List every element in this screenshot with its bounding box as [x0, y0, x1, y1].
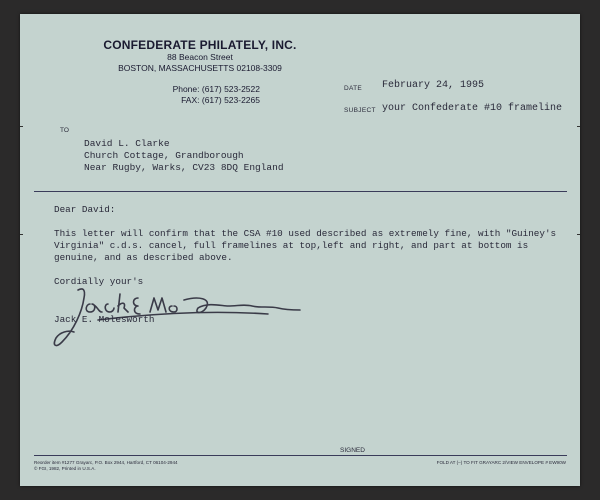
- copyright-line: © FGI, 1982, Printed in U.S.A.: [34, 466, 96, 471]
- subject-value: your Confederate #10 frameline: [382, 103, 563, 114]
- fold-tick: [577, 126, 580, 127]
- fold-tick: [20, 126, 23, 127]
- signed-line: [34, 455, 567, 456]
- company-fax: FAX: (617) 523-2265: [181, 95, 260, 105]
- salutation: Dear David:: [54, 204, 116, 215]
- company-city: BOSTON, MASSACHUSETTS 02108-3309: [118, 63, 282, 73]
- date-label: DATE: [344, 85, 363, 92]
- typed-signatory-name: Jack E. Molesworth: [54, 314, 155, 325]
- letter-paper: [20, 14, 580, 486]
- company-street: 88 Beacon Street: [167, 52, 233, 62]
- fold-tick: [20, 234, 23, 235]
- reorder-info: [34, 460, 178, 472]
- reorder-line: Reorder item #1277 Grayarc, P.O. Box 2944, Hartford, CT 06104-2944: [34, 460, 178, 465]
- closing: Cordially your's: [54, 276, 144, 287]
- recipient-address: [84, 138, 284, 174]
- fold-tick: [577, 234, 580, 235]
- signed-label: SIGNED: [340, 447, 365, 454]
- fold-note: FOLD AT (–) TO FIT GRAYARC 2/VIEW ENVELOPE # EW90W: [436, 460, 566, 465]
- header-divider: [34, 191, 567, 192]
- contact-block: [120, 84, 260, 106]
- to-label: TO: [60, 127, 69, 134]
- company-phone: Phone: (617) 523-2522: [172, 84, 260, 94]
- recipient-line: Church Cottage, Grandborough: [84, 150, 244, 161]
- subject-label: SUBJECT: [344, 107, 376, 114]
- date-value: February 24, 1995: [382, 80, 485, 91]
- recipient-line: Near Rugby, Warks, CV23 8DQ England: [84, 162, 284, 173]
- company-name: CONFEDERATE PHILATELY, INC.: [103, 38, 297, 52]
- body-paragraph: This letter will confirm that the CSA #10 used described as extremely fine, with "Guiney's Virginia" c.d.s. cancel, full framelines at top,left and right, and part at bottom is genuine, and as described above.: [54, 228, 557, 263]
- recipient-line: David L. Clarke: [84, 138, 170, 149]
- letterhead: [100, 38, 300, 74]
